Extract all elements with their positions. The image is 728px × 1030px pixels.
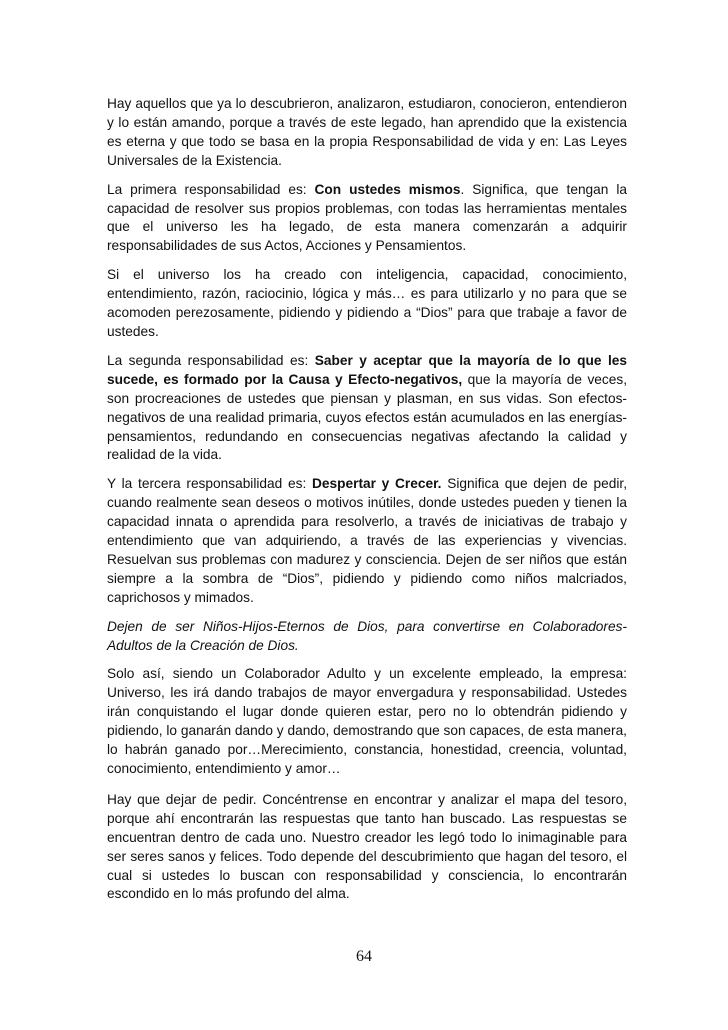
paragraph-1: Hay aquellos que ya lo descubrieron, analizaron, estudiaron, conocieron, entendieron y lo están amando, porque a través de este legado, han aprendido que la existencia es eterna y que todo se basa en la propia Responsabilidad de vida y en: Las Leyes Universales de la Existencia. <box>107 96 627 168</box>
paragraph-7: Solo así, siendo un Colaborador Adulto y un excelente empleado, la empresa: Universo, les irá dando trabajos de mayor envergadura y responsabilidad. Ustedes irán conquistando el lugar donde quieren estar, pero no lo obtendrán pidiendo y pidiendo, lo ganarán dando y dando, demostrando que son capaces, de esta manera, lo habrán ganado por…Merecimiento, constancia, honestidad, creencia, voluntad, conocimiento, entendimiento y amor… <box>107 666 627 776</box>
paragraph-4-intro: La segunda responsabilidad es: <box>107 352 315 368</box>
paragraph-2-intro: La primera responsabilidad es: <box>107 181 315 197</box>
paragraph-5-emphasis: Despertar y Crecer. <box>312 476 442 492</box>
paragraph-2-body: . Significa, que tengan la capacidad de resolver sus propios problemas, con todas las herramientas mentales que el universo les ha legado, de esta manera comenzarán a adquirir responsabilidades de sus Actos, Acciones y Pensamientos. <box>107 181 627 254</box>
paragraph-4 <box>107 352 627 465</box>
paragraph-2-emphasis: Con ustedes mismos <box>314 181 461 197</box>
paragraph-6-italic: Dejen de ser Niños-Hijos-Eternos de Dios, para convertirse en Colaboradores-Adultos de la Creación de Dios. <box>107 618 627 653</box>
paragraph-5 <box>107 475 627 607</box>
paragraph-3: Si el universo los ha creado con inteligencia, capacidad, conocimiento, entendimiento, razón, raciocinio, lógica y más… es para utilizarlo y no para que se acomoden perezosamente, pidiendo y pidiendo a “Dios” para que trabaje a favor de ustedes. <box>107 267 627 339</box>
paragraph-4-emphasis: Saber y aceptar que la mayoría de lo que les sucede, es formado por la Causa y Efecto-negativos, <box>107 352 627 387</box>
page-body <box>107 95 627 914</box>
paragraph-8: Hay que dejar de pedir. Concéntrense en encontrar y analizar el mapa del tesoro, porque ahí encontrarán las respuestas que tanto han buscado. Las respuestas se encuentran dentro de cada uno. Nuestro creador les legó todo lo inimaginable para ser seres sanos y felices. Todo depende del descubrimiento que hagan del tesoro, el cual si ustedes lo buscan con responsabilidad y consciencia, lo encontrarán escondido en lo más profundo del alma. <box>107 791 627 902</box>
paragraph-2 <box>107 181 627 257</box>
paragraph-4-body: que la mayoría de veces, son procreaciones de ustedes que piensan y plasman, en sus vidas. Son efectos-negativos de una realidad primaria, cuyos efectos están acumulados en las energías-pensamientos, redundando en consecuencias negativas afectando la calidad y realidad de la vida. <box>107 371 628 463</box>
paragraph-5-intro: Y la tercera responsabilidad es: <box>107 476 313 492</box>
page-number: 64 <box>356 948 372 965</box>
paragraph-5-body: Significa que dejen de pedir, cuando realmente sean deseos o motivos inútiles, donde ustedes pueden y tienen la capacidad innata o aprendida para resolverlo, a través de iniciativas de trabajo y entendimiento que van adquiriendo, a través de las experiencias y vivencias. Resuelvan sus problemas con madurez y consciencia. Dejen de ser niños que están siempre a la sombra de “Dios”, pidiendo y pidiendo como niños malcriados, caprichosos y mimados. <box>107 476 628 605</box>
